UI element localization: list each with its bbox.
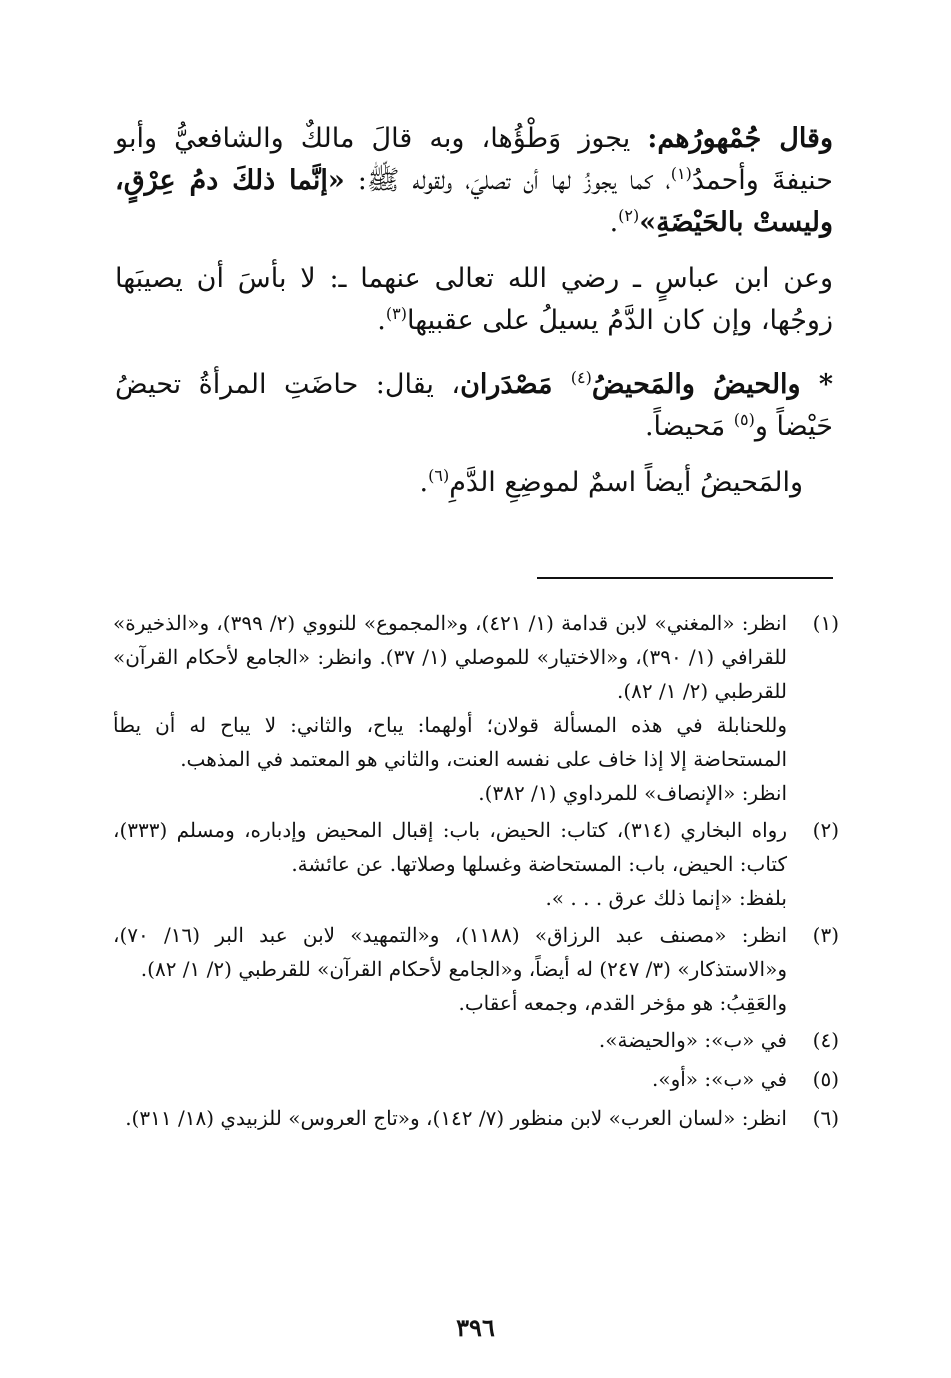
footnote-separator bbox=[537, 577, 833, 579]
footnote-number: (١) bbox=[812, 611, 839, 635]
footnote-number: (٥) bbox=[812, 1067, 839, 1091]
footnote-number: (٦) bbox=[812, 1106, 839, 1130]
star-marker: * bbox=[800, 369, 833, 400]
footnote-ref[interactable]: (٦) bbox=[428, 466, 450, 485]
paragraph-text: ، يقال: حاضَتِ المرأةُ تحيضُ حَيْضاً و bbox=[115, 369, 833, 442]
main-text bbox=[115, 118, 833, 504]
footnote-ref[interactable]: (٢) bbox=[618, 206, 640, 225]
page-number: ٣٩٦ bbox=[456, 1313, 495, 1342]
footnote-line: في «ب»: «والحيضة». bbox=[598, 1028, 787, 1052]
paragraph-end: . bbox=[419, 467, 429, 498]
footnote-line: والعَقِبُ: هو مؤخر القدم، وجمعه أعقاب. bbox=[458, 991, 787, 1015]
term-heading: مَصْدَران bbox=[460, 369, 571, 400]
paragraph-lead: وقال جُمْهورُهم: bbox=[647, 123, 833, 154]
footnote-number: (٣) bbox=[812, 923, 839, 947]
footnote-ref[interactable]: (١) bbox=[670, 164, 692, 183]
footnote-line: وللحنابلة في هذه المسألة قولان؛ أولهما: يباح، والثاني: لا يباح له أن يطأ المستحاضة إلا إذا خاف على نفسه العنت، والثاني هو المعتمد في المذهب. bbox=[113, 713, 787, 771]
footnote-line: انظر: «لسان العرب» لابن منظور (٧/ ١٤٢)، و«تاج العروس» للزبيدي (١٨/ ٣١١). bbox=[125, 1106, 787, 1130]
footnote-number: (٢) bbox=[812, 818, 839, 842]
paragraph-end: . bbox=[609, 207, 619, 238]
footnote-line: انظر: «المغني» لابن قدامة (١/ ٤٢١)، و«المجموع» للنووي (٢/ ٣٩٩)، و«الذخيرة» للقرافي (١/ ٣٩٠)، و«الاختيار» للموصلي (١/ ٣٧). وانظر: «الجامع لأحكام القرآن» للقرطبي (٢/ ١/ ٨٢). bbox=[113, 611, 788, 703]
footnote-ref[interactable]: (٥) bbox=[733, 410, 755, 429]
paragraph-1 bbox=[115, 118, 833, 244]
term-heading: والحيضُ والمَحيضُ bbox=[591, 369, 801, 400]
paragraph-3 bbox=[115, 364, 833, 448]
paragraph-text: ، كما يجوزُ لها أن تصليَ، ولقوله ﷺ: bbox=[344, 165, 671, 196]
footnote-3 bbox=[113, 918, 839, 1020]
footnotes bbox=[113, 606, 839, 1135]
footnote-6 bbox=[113, 1101, 839, 1135]
footnote-ref[interactable]: (٤) bbox=[570, 368, 592, 387]
footnote-line: بلفظ: «إنما ذلك عرق . . . ». bbox=[545, 886, 787, 910]
footnote-line: انظر: «مصنف عبد الرزاق» (١١٨٨)، و«التمهيد» لابن عبد البر (١٦/ ٧٠)، و«الاستذكار» (٣/ ٢٤٧) له أيضاً، و«الجامع لأحكام القرآن» للقرطبي (٢/ ١/ ٨٢). bbox=[113, 923, 787, 981]
footnote-2 bbox=[113, 813, 839, 915]
footnote-line: انظر: «الإنصاف» للمرداوي (١/ ٣٨٢). bbox=[478, 781, 787, 805]
footnote-line: رواه البخاري (٣١٤)، كتاب: الحيض، باب: إقبال المحيض وإدباره، ومسلم (٣٣٣)، كتاب: الحيض، باب: المستحاضة وغسلها وصلاتها. عن عائشة. bbox=[113, 818, 787, 876]
paragraph-text: يجوز وَطْؤُها، وبه قالَ مالكٌ والشافعيُّ وأبو حنيفةَ وأحمدُ bbox=[115, 123, 833, 196]
paragraph-4 bbox=[115, 462, 833, 504]
paragraph-end: . bbox=[377, 305, 386, 336]
footnote-line: في «ب»: «أو». bbox=[651, 1067, 787, 1091]
paragraph-text: وعن ابن عباسٍ ـ رضي الله تعالى عنهما ـ: لا بأسَ أن يصيبَها زوجُها، وإن كان الدَّمُ يسيلُ على عقبيها bbox=[115, 263, 833, 336]
paragraph-2 bbox=[115, 258, 833, 342]
footnote-4 bbox=[113, 1023, 839, 1057]
paragraph-text: والمَحيضُ أيضاً اسمٌ لموضِعِ الدَّمِ bbox=[449, 467, 803, 498]
paragraph-text: مَحيضاً. bbox=[644, 411, 734, 442]
hadith-quote: «إنَّما ذلكَ دمُ عِرْقٍ، وليستْ بالحَيْضَةِ» bbox=[115, 165, 833, 238]
footnote-ref[interactable]: (٣) bbox=[385, 304, 407, 323]
footnote-5 bbox=[113, 1062, 839, 1096]
footnote-1 bbox=[113, 606, 839, 810]
footnote-number: (٤) bbox=[812, 1028, 839, 1052]
